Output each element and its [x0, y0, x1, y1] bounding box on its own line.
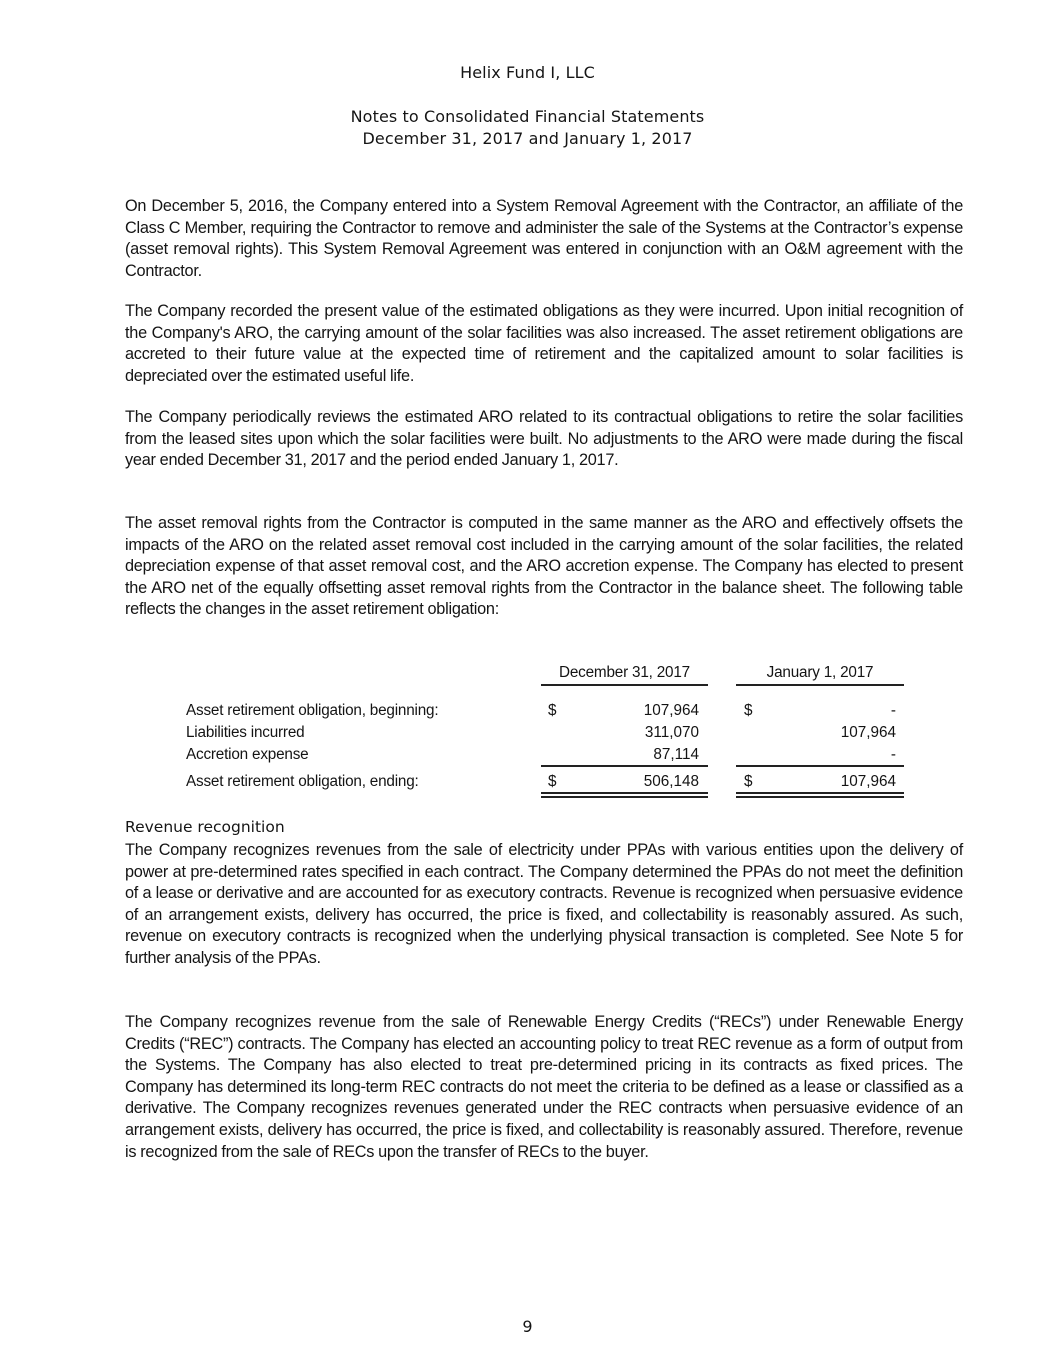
paragraph-aro-recognition: The Company recorded the present value of the estimated obligations as they were incurred. Upon initial recognition of the Company's ARO, the carrying amount of the solar facilities was also increased. The asset retirement obligations are accreted to their future value at the expected time of retirement and the capitalized amount to solar facilities is depreciated over the estimated useful life.	[125, 302, 963, 385]
subtotal-rule	[541, 765, 708, 767]
paragraph-system-removal-agreement: On December 5, 2016, the Company entered into a System Removal Agreement with the Contractor, an affiliate of the Class C Member, requiring the Contractor to remove and administer the sale of the Systems at the Contractor’s expense (asset removal rights). This System Removal Agreement was entered in conjunction with an O&M agreement with the Contractor.	[125, 197, 963, 280]
total-double-rule	[736, 796, 904, 798]
document-period: December 31, 2017 and January 1, 2017	[362, 129, 693, 148]
paragraph-aro-review: The Company periodically reviews the estimated ARO related to its contractual obligations to retire the solar facilities from the leased sites upon which the solar facilities were built. No adjustments to the ARO were made during the fiscal year ended December 31, 2017 and the period ended January 1, 2017.	[125, 408, 963, 470]
cell-accretion-dec-2017: 87,114	[653, 746, 699, 763]
paragraph-ppa-revenue: The Company recognizes revenues from the sale of electricity under PPAs with various entities upon the delivery of power at pre-determined rates specified in each contract. The Company determined the PPAs do not meet the definition of a lease or derivative and are accounted for as executory contracts. Revenue is recognized when persuasive evidence of an arrangement exists, delivery has occurred, the price is fixed, and collectability is reasonably assured. As such, revenue on executory contracts is recognized when the underlying physical transaction is completed. See Note 5 for further analysis of the PPAs.	[125, 841, 963, 967]
total-double-rule	[736, 792, 904, 794]
document-title: Notes to Consolidated Financial Statements	[350, 107, 705, 126]
cell-liabilities-jan-2017: 107,964	[840, 724, 896, 741]
cell-ending-jan-2017: 107,964	[840, 773, 896, 790]
paragraph-rec-revenue: The Company recognizes revenue from the sale of Renewable Energy Credits (“RECs”) under Renewable Energy Credits (“REC”) contracts. The Company has elected an accounting policy to treat REC revenue as a form of output from the Systems. The Company has also elected to treat pre-determined pricing in its contracts as fixed prices. The Company has determined its long-term REC contracts do not meet the criteria to be defined as a lease or classified as a derivative. The Company recognizes revenues generated under the REC contracts when persuasive evidence of an arrangement exists, delivery has occurred, the price is fixed, and collectability is reasonably assured. Therefore, revenue is recognized from the sale of RECs upon the transfer of RECs to the buyer.	[125, 1013, 963, 1161]
column-header-jan-2017: January 1, 2017	[766, 664, 874, 681]
cell-beginning-dec-2017: 107,964	[643, 702, 699, 719]
header-underline	[736, 684, 904, 686]
subtotal-rule	[736, 765, 904, 767]
total-double-rule	[541, 796, 708, 798]
paragraph-asset-removal-rights: The asset removal rights from the Contractor is computed in the same manner as the ARO and effectively offsets the impacts of the ARO on the related asset removal cost included in the carrying amount of the solar facilities, the related depreciation expense of that asset removal cost, and the ARO accretion expense. The Company has elected to present the ARO net of the equally offsetting asset removal rights from the Contractor in the balance sheet. The following table reflects the changes in the asset retirement obligation:	[125, 514, 963, 619]
header-underline	[541, 684, 708, 686]
cell-beginning-jan-2017: -	[890, 702, 896, 719]
column-header-dec-2017: December 31, 2017	[559, 664, 690, 681]
cell-accretion-jan-2017: -	[890, 746, 896, 763]
total-double-rule	[541, 792, 708, 794]
currency-symbol: $	[548, 773, 557, 790]
cell-ending-dec-2017: 506,148	[643, 773, 699, 790]
currency-symbol: $	[744, 702, 753, 719]
row-label-beginning: Asset retirement obligation, beginning:	[186, 702, 439, 719]
page-number: 9	[522, 1317, 533, 1336]
company-name: Helix Fund I, LLC	[460, 63, 595, 82]
currency-symbol: $	[548, 702, 557, 719]
cell-liabilities-dec-2017: 311,070	[644, 724, 699, 741]
section-heading-revenue-recognition: Revenue recognition	[125, 818, 285, 836]
row-label-accretion-expense: Accretion expense	[186, 746, 309, 763]
row-label-liabilities-incurred: Liabilities incurred	[186, 724, 305, 741]
currency-symbol: $	[744, 773, 753, 790]
row-label-ending: Asset retirement obligation, ending:	[186, 773, 419, 790]
